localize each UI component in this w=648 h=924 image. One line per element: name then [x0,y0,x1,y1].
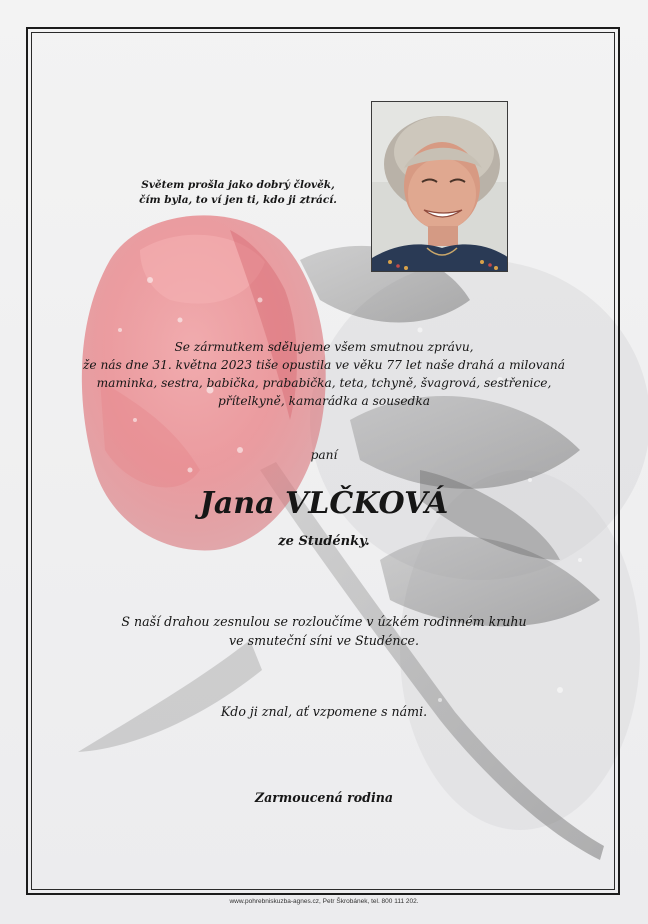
footer-contact: www.pohrebniskuzba-agnes.cz, Petr Škrobánek, tel. 800 111 202. [229,898,419,905]
deceased-name: Jana VLČKOVÁ [199,486,449,521]
family-signature: Zarmoucená rodina [254,790,394,805]
announcement-line-2: že nás dne 31. května 2023 tiše opustila ve věku 77 let naše drahá a milovaná [82,358,566,372]
announcement-line-3: maminka, sestra, babička, prababička, teta, tchyně, švagrová, sestřenice, [96,376,552,390]
farewell-line-1: S naší drahou zesnulou se rozloučíme v úzkém rodinném kruhu [121,614,527,629]
announcement-line-1: Se zármutkem sdělujeme všem smutnou zprávu, [174,340,474,354]
title-prefix: paní [310,448,338,462]
portrait-photo-icon [372,102,508,272]
remembrance-text: Kdo ji znal, ať vzpomene s námi. [220,704,428,719]
motto-line-1: Světem prošla jako dobrý člověk, [141,179,335,191]
deceased-origin: ze Studénky. [278,534,370,549]
announcement-line-4: přítelkyně, kamarádka a sousedka [217,394,430,408]
announcement-text [40,338,608,410]
motto-quote [110,178,366,208]
portrait-photo [371,101,508,272]
farewell-line-2: ve smuteční síni ve Studénce. [229,633,419,648]
farewell-text [0,612,648,650]
motto-line-2: čím byla, to ví jen ti, kdo ji ztrácí. [139,194,337,206]
